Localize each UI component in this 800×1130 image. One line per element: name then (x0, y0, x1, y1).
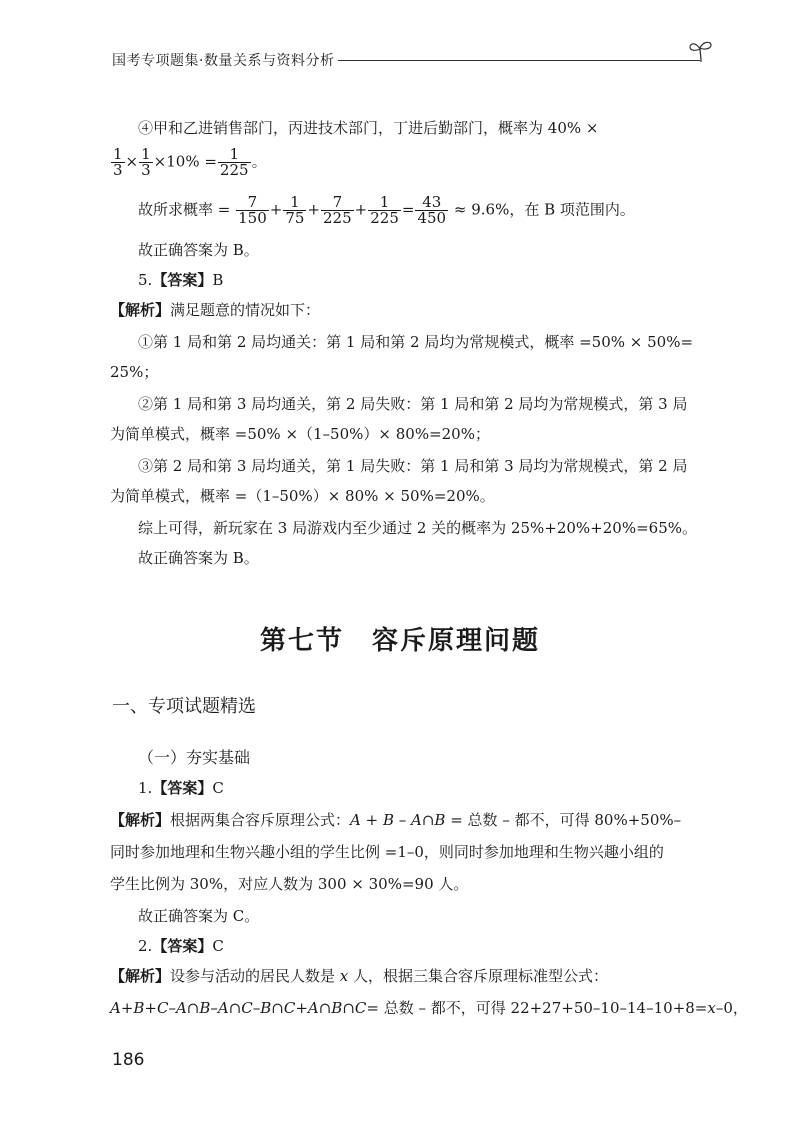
subsection-heading: （一）夯实基础 (138, 748, 251, 767)
q1-explanation-line2: 同时参加地理和生物兴趣小组的学生比例 =1–0，则同时参加地理和生物兴趣小组的 (110, 843, 664, 861)
q2-explanation-line1: 【解析】设参与活动的居民人数是 x 人，根据三集合容斥原理标准型公式： (110, 967, 609, 985)
fraction: $\frac{43}{450}$ (417, 193, 447, 227)
fraction: $\frac{7}{225}$ (323, 193, 352, 227)
summary-line: 综上可得，新玩家在 3 局游戏内至少通过 2 关的概率为 25%+20%+20%=65%。 (138, 519, 697, 537)
fraction: $\frac{1}{225}$ (219, 145, 249, 179)
q2-answer: 2.【答案】C (138, 937, 224, 955)
total-probability-formula: 故所求概率 = $\frac{7}{150}$ + $\frac{1}{75}$ + $\frac{7}{225}$ + $\frac{1}{225}$ = $\frac{43}{450}$ ≈ 9.6%，在 B 项范围内。 (138, 193, 635, 227)
case3-line2: 为简单模式，概率 =（1–50%）× 80% × 50%=20%。 (110, 487, 495, 505)
fraction: $\frac{1}{75}$ (285, 193, 305, 227)
section-title: 第七节 容斥原理问题 (259, 626, 540, 656)
fraction: $\frac{1}{225}$ (370, 193, 399, 227)
case1-line2: 25%； (110, 363, 159, 381)
running-header-title: 国考专项题集·数量关系与资料分析 (112, 53, 335, 69)
case4-text: ④甲和乙进销售部门，丙进技术部门，丁进后勤部门，概率为 40% × (138, 119, 599, 137)
answer-line: 故正确答案为 B。 (138, 549, 259, 567)
case4-formula: $\frac{1}{3}$ × $\frac{1}{3}$ ×10% = $\frac{1}{225}$ 。 (113, 145, 267, 179)
subsection-heading: 一、专项试题精选 (112, 696, 256, 717)
case2-line2: 为简单模式，概率 =50% ×（1–50%）× 80%=20%； (110, 425, 490, 443)
answer-line: 故正确答案为 C。 (138, 907, 260, 925)
fraction: $\frac{7}{150}$ (238, 193, 267, 227)
case3-line1: ③第 2 局和第 3 局均通关，第 1 局失败：第 1 局和第 3 局均为常规模式，第 2 局 (138, 457, 688, 475)
fraction: $\frac{1}{3}$ (141, 145, 151, 179)
q1-explanation-line3: 学生比例为 30%，对应人数为 300 × 30%=90 人。 (110, 875, 469, 893)
case1-line1: ①第 1 局和第 2 局均通关：第 1 局和第 2 局均为常规模式，概率 =50% × 50%= (138, 333, 694, 351)
q5-explanation: 【解析】满足题意的情况如下： (110, 301, 321, 319)
header-rule (338, 60, 700, 61)
q1-answer: 1.【答案】C (138, 779, 224, 797)
answer-line: 故正确答案为 B。 (138, 241, 259, 259)
q2-explanation-line2: A+B+C–A∩B–A∩C–B∩C+A∩B∩C= 总数 – 都不，可得 22+27+50–10–14–10+8=x–0， (110, 999, 748, 1017)
sprout-icon (688, 38, 714, 64)
q1-explanation-line1: 【解析】根据两集合容斥原理公式：A + B – A∩B = 总数 – 都不，可得 80%+50%– (110, 811, 682, 829)
page-number: 186 (112, 1050, 145, 1070)
q5-answer: 5.【答案】B (138, 271, 224, 289)
fraction: $\frac{1}{3}$ (113, 145, 123, 179)
case2-line1: ②第 1 局和第 3 局均通关，第 2 局失败：第 1 局和第 2 局均为常规模式，第 3 局 (138, 395, 688, 413)
